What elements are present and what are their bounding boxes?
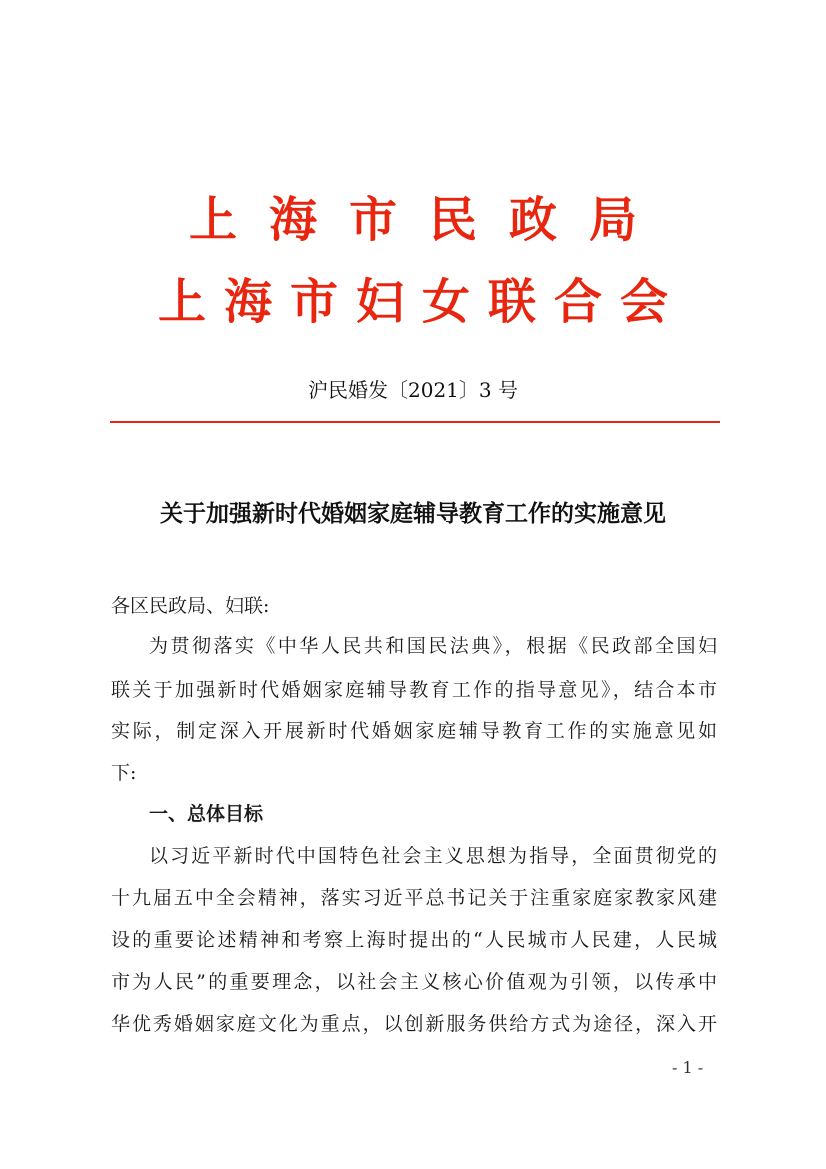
paragraph-2-line-1: 以习近平新时代中国特色社会主义思想为指导，全面贯彻党的 bbox=[149, 845, 717, 867]
section-heading-1: 一、总体目标 bbox=[149, 803, 264, 825]
document-number: 沪民婚发〔2021〕3 号 bbox=[308, 378, 518, 402]
red-divider bbox=[110, 421, 720, 423]
paragraph-2-line-5: 华优秀婚姻家庭文化为重点，以创新服务供给方式为途径，深入开 bbox=[111, 1013, 717, 1035]
paragraph-1-line-3: 实际，制定深入开展新时代婚姻家庭辅导教育工作的实施意见如 bbox=[111, 720, 717, 742]
issuer-line-2: 上海市妇女联合会 bbox=[157, 274, 686, 330]
paragraph-1-line-1: 为贯彻落实《中华人民共和国民法典》，根据《民政部全国妇 bbox=[149, 635, 717, 657]
salutation: 各区民政局、妇联: bbox=[111, 595, 270, 617]
paragraph-1-line-2: 联关于加强新时代婚姻家庭辅导教育工作的指导意见》，结合本市 bbox=[111, 679, 717, 701]
paragraph-1-line-4: 下: bbox=[111, 762, 137, 784]
page-number: - 1 - bbox=[672, 1058, 704, 1077]
paragraph-2-line-2: 十九届五中全会精神，落实习近平总书记关于注重家庭家教家风建 bbox=[111, 887, 717, 909]
document-title: 关于加强新时代婚姻家庭辅导教育工作的实施意见 bbox=[160, 500, 666, 527]
paragraph-2-line-4: 市为人民”的重要理念，以社会主义核心价值观为引领，以传承中 bbox=[111, 971, 717, 993]
issuer-line-1: 上海市民政局 bbox=[188, 192, 669, 248]
paragraph-2-line-3: 设的重要论述精神和考察上海时提出的“人民城市人民建，人民城 bbox=[111, 929, 717, 951]
